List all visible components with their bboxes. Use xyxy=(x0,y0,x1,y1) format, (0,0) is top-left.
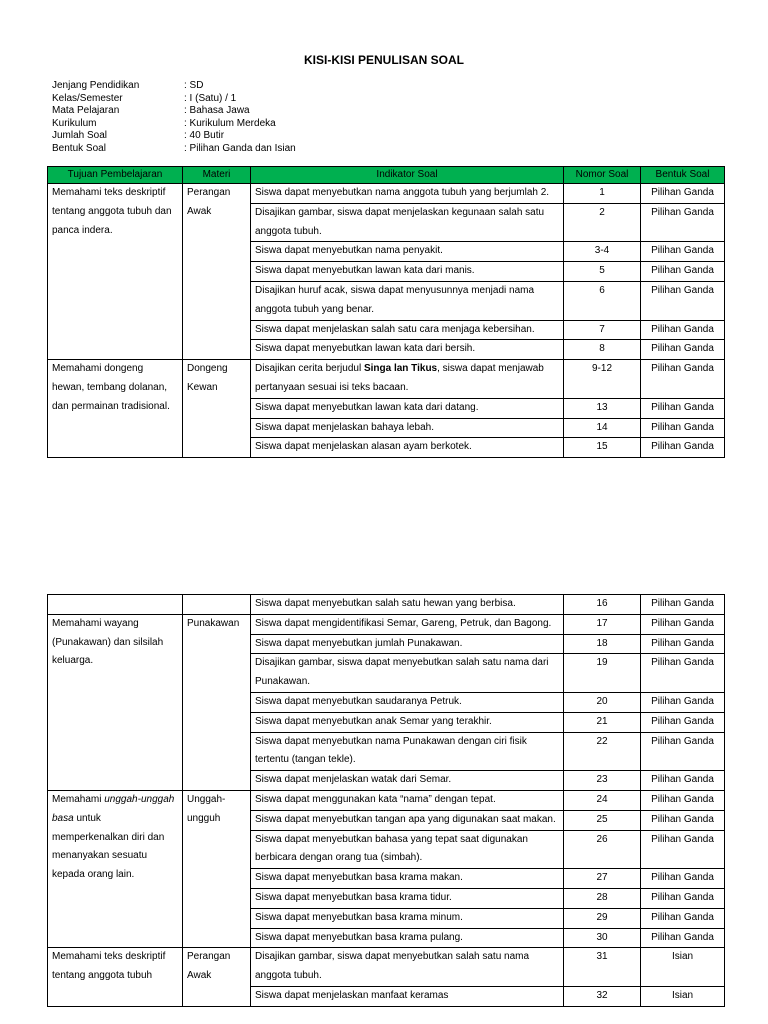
bentuk-cell: Pilihan Ganda xyxy=(641,320,725,340)
header-materi: Materi xyxy=(183,167,251,184)
bentuk-cell: Pilihan Ganda xyxy=(641,928,725,948)
meta-value: : Bahasa Jawa xyxy=(184,105,250,117)
indikator-cell: Siswa dapat menyebutkan anak Semar yang terakhir. xyxy=(251,712,564,732)
nomor-cell: 18 xyxy=(564,634,641,654)
indikator-cell: Siswa dapat menyebutkan lawan kata dari manis. xyxy=(251,262,564,282)
meta-row xyxy=(52,105,296,118)
nomor-cell: 20 xyxy=(564,692,641,712)
indikator-cell: Siswa dapat menyebutkan basa krama pulang. xyxy=(251,928,564,948)
indikator-cell: Siswa dapat menyebutkan nama Punakawan dengan ciri fisik tertentu (tangan tekle). xyxy=(251,732,564,771)
indikator-cell: Siswa dapat menyebutkan nama anggota tubuh yang berjumlah 2. xyxy=(251,184,564,204)
indikator-cell: Disajikan gambar, siswa dapat menyebutkan salah satu nama dari Punakawan. xyxy=(251,654,564,693)
bentuk-cell: Pilihan Ganda xyxy=(641,184,725,204)
nomor-cell: 2 xyxy=(564,203,641,242)
indikator-cell: Siswa dapat menggunakan kata “nama” dengan tepat. xyxy=(251,790,564,810)
table-header-row xyxy=(48,167,725,184)
table-row xyxy=(48,948,725,987)
bentuk-cell: Pilihan Ganda xyxy=(641,398,725,418)
indikator-cell: Disajikan huruf acak, siswa dapat menyusunnya menjadi nama anggota tubuh yang benar. xyxy=(251,281,564,320)
indikator-cell: Siswa dapat menyebutkan basa krama minum. xyxy=(251,908,564,928)
meta-row xyxy=(52,93,296,106)
bentuk-cell: Pilihan Ganda xyxy=(641,712,725,732)
bentuk-cell: Pilihan Ganda xyxy=(641,340,725,360)
bentuk-cell: Pilihan Ganda xyxy=(641,869,725,889)
materi-cell: Perangan Awak xyxy=(183,948,251,1006)
bentuk-cell: Pilihan Ganda xyxy=(641,242,725,262)
nomor-cell: 21 xyxy=(564,712,641,732)
bentuk-cell: Pilihan Ganda xyxy=(641,790,725,810)
indikator-cell: Siswa dapat menyebutkan salah satu hewan yang berbisa. xyxy=(251,595,564,615)
indikator-cell: Siswa dapat menyebutkan lawan kata dari bersih. xyxy=(251,340,564,360)
bentuk-cell: Pilihan Ganda xyxy=(641,262,725,282)
nomor-cell: 8 xyxy=(564,340,641,360)
bentuk-cell: Pilihan Ganda xyxy=(641,908,725,928)
indikator-cell: Siswa dapat menjelaskan watak dari Semar. xyxy=(251,771,564,791)
meta-value: : I (Satu) / 1 xyxy=(184,92,237,104)
nomor-cell: 22 xyxy=(564,732,641,771)
indikator-cell: Disajikan gambar, siswa dapat menjelaskan kegunaan salah satu anggota tubuh. xyxy=(251,203,564,242)
bentuk-cell: Isian xyxy=(641,948,725,987)
meta-label: Mata Pelajaran xyxy=(52,105,120,117)
tujuan-cell xyxy=(48,595,183,615)
meta-label: Jumlah Soal xyxy=(52,130,108,142)
nomor-cell: 27 xyxy=(564,869,641,889)
tujuan-cell: Memahami teks deskriptif tentang anggota tubuh xyxy=(48,948,183,1006)
materi-cell: Dongeng Kewan xyxy=(183,360,251,458)
tujuan-text: Memahami xyxy=(52,793,105,805)
nomor-cell: 1 xyxy=(564,184,641,204)
header-tujuan: Tujuan Pembelajaran xyxy=(48,167,183,184)
story-title: Singa lan Tikus xyxy=(363,363,438,375)
bentuk-cell: Pilihan Ganda xyxy=(641,281,725,320)
kisi-kisi-table-page-2 xyxy=(47,594,725,1007)
nomor-cell: 25 xyxy=(564,810,641,830)
meta-value: : Kurikulum Merdeka xyxy=(184,117,276,129)
indikator-cell: Siswa dapat mengidentifikasi Semar, Gareng, Petruk, dan Bagong. xyxy=(251,614,564,634)
indikator-text: , siswa dapat menjawab pertanyaan sesuai isi teks bacaan. xyxy=(255,363,544,393)
meta-value: : 40 Butir xyxy=(184,130,225,142)
indikator-cell xyxy=(251,360,564,399)
meta-label: Jenjang Pendidikan xyxy=(52,80,140,91)
indikator-cell: Siswa dapat menjelaskan salah satu cara menjaga kebersihan. xyxy=(251,320,564,340)
indikator-cell: Siswa dapat menyebutkan basa krama makan. xyxy=(251,869,564,889)
bentuk-cell: Pilihan Ganda xyxy=(641,654,725,693)
nomor-cell: 28 xyxy=(564,888,641,908)
bentuk-cell: Pilihan Ganda xyxy=(641,614,725,634)
nomor-cell: 24 xyxy=(564,790,641,810)
bentuk-cell: Pilihan Ganda xyxy=(641,360,725,399)
nomor-cell: 16 xyxy=(564,595,641,615)
indikator-cell: Siswa dapat menyebutkan nama penyakit. xyxy=(251,242,564,262)
indikator-cell: Siswa dapat menjelaskan manfaat keramas xyxy=(251,986,564,1006)
meta-row xyxy=(52,118,296,131)
nomor-cell: 6 xyxy=(564,281,641,320)
meta-value: : Pilihan Ganda dan Isian xyxy=(184,142,296,154)
tujuan-cell: Memahami teks deskriptif tentang anggota tubuh dan panca indera. xyxy=(48,184,183,360)
header-nomor: Nomor Soal xyxy=(564,167,641,184)
tujuan-italic-term: unggah-unggah basa xyxy=(52,793,175,824)
bentuk-cell: Pilihan Ganda xyxy=(641,810,725,830)
bentuk-cell: Pilihan Ganda xyxy=(641,830,725,869)
meta-row xyxy=(52,143,296,156)
nomor-cell: 14 xyxy=(564,418,641,438)
nomor-cell: 17 xyxy=(564,614,641,634)
page-title: KISI-KISI PENULISAN SOAL xyxy=(303,53,464,67)
header-indikator: Indikator Soal xyxy=(251,167,564,184)
nomor-cell: 30 xyxy=(564,928,641,948)
bentuk-cell: Isian xyxy=(641,986,725,1006)
indikator-cell: Siswa dapat menjelaskan bahaya lebah. xyxy=(251,418,564,438)
indikator-cell: Siswa dapat menyebutkan bahasa yang tepat saat digunakan berbicara dengan orang tua (simbah). xyxy=(251,830,564,869)
indikator-cell: Disajikan gambar, siswa dapat menyebutkan salah satu nama anggota tubuh. xyxy=(251,948,564,987)
indikator-text: Disajikan cerita berjudul xyxy=(255,363,364,375)
materi-cell: Unggah-ungguh xyxy=(183,790,251,947)
nomor-cell: 29 xyxy=(564,908,641,928)
header-bentuk: Bentuk Soal xyxy=(641,167,725,184)
materi-cell xyxy=(183,595,251,615)
table-row xyxy=(48,614,725,634)
nomor-cell: 31 xyxy=(564,948,641,987)
bentuk-cell: Pilihan Ganda xyxy=(641,771,725,791)
meta-label: Bentuk Soal xyxy=(52,142,106,154)
bentuk-cell: Pilihan Ganda xyxy=(641,418,725,438)
indikator-cell: Siswa dapat menyebutkan lawan kata dari datang. xyxy=(251,398,564,418)
tujuan-cell xyxy=(48,790,183,947)
tujuan-text: untuk memperkenalkan diri dan menanyakan sesuatu kepada orang lain. xyxy=(52,812,165,881)
materi-cell: Punakawan xyxy=(183,614,251,790)
kisi-kisi-table-page-1 xyxy=(47,166,725,458)
bentuk-cell: Pilihan Ganda xyxy=(641,888,725,908)
nomor-cell: 7 xyxy=(564,320,641,340)
meta-label: Kurikulum xyxy=(52,117,97,129)
nomor-cell: 23 xyxy=(564,771,641,791)
nomor-cell: 3-4 xyxy=(564,242,641,262)
indikator-cell: Siswa dapat menyebutkan jumlah Punakawan. xyxy=(251,634,564,654)
nomor-cell: 13 xyxy=(564,398,641,418)
nomor-cell: 32 xyxy=(564,986,641,1006)
bentuk-cell: Pilihan Ganda xyxy=(641,692,725,712)
document-meta xyxy=(52,80,296,156)
bentuk-cell: Pilihan Ganda xyxy=(641,438,725,458)
indikator-cell: Siswa dapat menjelaskan alasan ayam berkotek. xyxy=(251,438,564,458)
materi-cell: Perangan Awak xyxy=(183,184,251,360)
nomor-cell: 15 xyxy=(564,438,641,458)
table-row xyxy=(48,790,725,810)
table-row xyxy=(48,595,725,615)
tujuan-cell: Memahami wayang (Punakawan) dan silsilah keluarga. xyxy=(48,614,183,790)
table-row xyxy=(48,184,725,204)
nomor-cell: 5 xyxy=(564,262,641,282)
meta-row xyxy=(52,80,296,93)
indikator-cell: Siswa dapat menyebutkan saudaranya Petruk. xyxy=(251,692,564,712)
table-row xyxy=(48,360,725,399)
bentuk-cell: Pilihan Ganda xyxy=(641,634,725,654)
nomor-cell: 26 xyxy=(564,830,641,869)
meta-label: Kelas/Semester xyxy=(52,92,123,104)
meta-row xyxy=(52,130,296,143)
nomor-cell: 9-12 xyxy=(564,360,641,399)
nomor-cell: 19 xyxy=(564,654,641,693)
bentuk-cell: Pilihan Ganda xyxy=(641,595,725,615)
indikator-cell: Siswa dapat menyebutkan basa krama tidur. xyxy=(251,888,564,908)
bentuk-cell: Pilihan Ganda xyxy=(641,732,725,771)
indikator-cell: Siswa dapat menyebutkan tangan apa yang digunakan saat makan. xyxy=(251,810,564,830)
bentuk-cell: Pilihan Ganda xyxy=(641,203,725,242)
tujuan-cell: Memahami dongeng hewan, tembang dolanan, dan permainan tradisional. xyxy=(48,360,183,458)
meta-value: : SD xyxy=(184,80,204,91)
